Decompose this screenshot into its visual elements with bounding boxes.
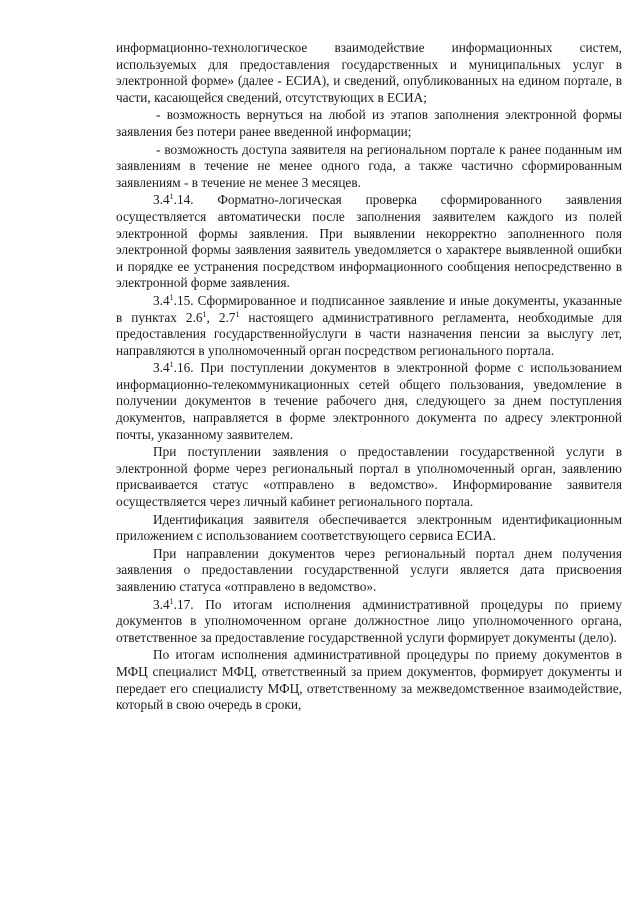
list-item-return: - возможность вернуться на любой из этапов заполнения электронной формы заявления без потери ранее введенной информации;	[116, 107, 622, 139]
paragraph-3-4-15: $3.4^1.15$. Сформированное и подписанное заявление и иные документы, указанные в пунктах $2.6^1$, $2.7^1$ настоящего административного регламента, необходимые для предоставления государственнойуслуги в части назначения пенсии за выслугу лет, направляются в уполномоченный орган посредством регионального портала.	[116, 292, 622, 358]
paragraph-mfc: По итогам исполнения административной процедуры по приему документов в МФЦ специалист МФЦ, ответственный за прием документов, формирует документы и передает его специалисту МФЦ, ответственному за межведомственное взаимодействие, который в свою очередь в сроки,	[116, 647, 622, 713]
paragraph-status: При поступлении заявления о предоставлении государственной услуги в электронной форме через региональный портал в уполномоченный орган, заявлению присваивается статус «отправлено в ведомство». Информирование заявителя осуществляется через личный кабинет регионального портала.	[116, 444, 622, 510]
list-item-access: - возможность доступа заявителя на региональном портале к ранее поданным им заявлениям в течение не менее одного года, а также частично сформированным заявлениям - в течение не менее 3 месяцев.	[116, 141, 622, 190]
paragraph-identification: Идентификация заявителя обеспечивается электронным идентификационным приложением с использованием соответствующего сервиса ЕСИА.	[116, 511, 622, 544]
document-page	[116, 40, 622, 715]
paragraph-3-4-17: $3.4^1.17$. По итогам исполнения административной процедуры по приему документов в уполномоченном органе должностное лицо уполномоченного органа, ответственное за предоставление государственной услуги формирует документы (дело).	[116, 596, 622, 645]
paragraph-receipt-date: При направлении документов через региональный портал днем получения заявления о предоставлении государственной услуги является дата присвоения заявлению статуса «отправлено в ведомство».	[116, 545, 622, 594]
paragraph-3-4-16: $3.4^1.16$. При поступлении документов в электронной форме с использованием информационно-телекоммуникационных сетей общего пользования, уведомление в получении документов в течение рабочего дня, следующего за днем поступления документов, направляется в форме электронного документа по адресу электронной почты, указанному заявителем.	[116, 360, 622, 442]
paragraph-3-4-14: $3.4^1.14$. Форматно-логическая проверка сформированного заявления осуществляется автоматически после заполнения заявителем каждого из полей электронной формы заявления. При выявлении некорректно заполненного поля электронной формы заявления заявитель уведомляется о характере выявленной ошибки и порядке ее устранения посредством информационного сообщения непосредственно в электронной форме заявления.	[116, 192, 622, 291]
paragraph-intro: информационно-технологическое взаимодействие информационных систем, используемых для предоставления государственных и муниципальных услуг в электронной форме» (далее - ЕСИА), и сведений, опубликованных на едином портале, в части, касающейся сведений, отсутствующих в ЕСИА;	[116, 40, 622, 105]
